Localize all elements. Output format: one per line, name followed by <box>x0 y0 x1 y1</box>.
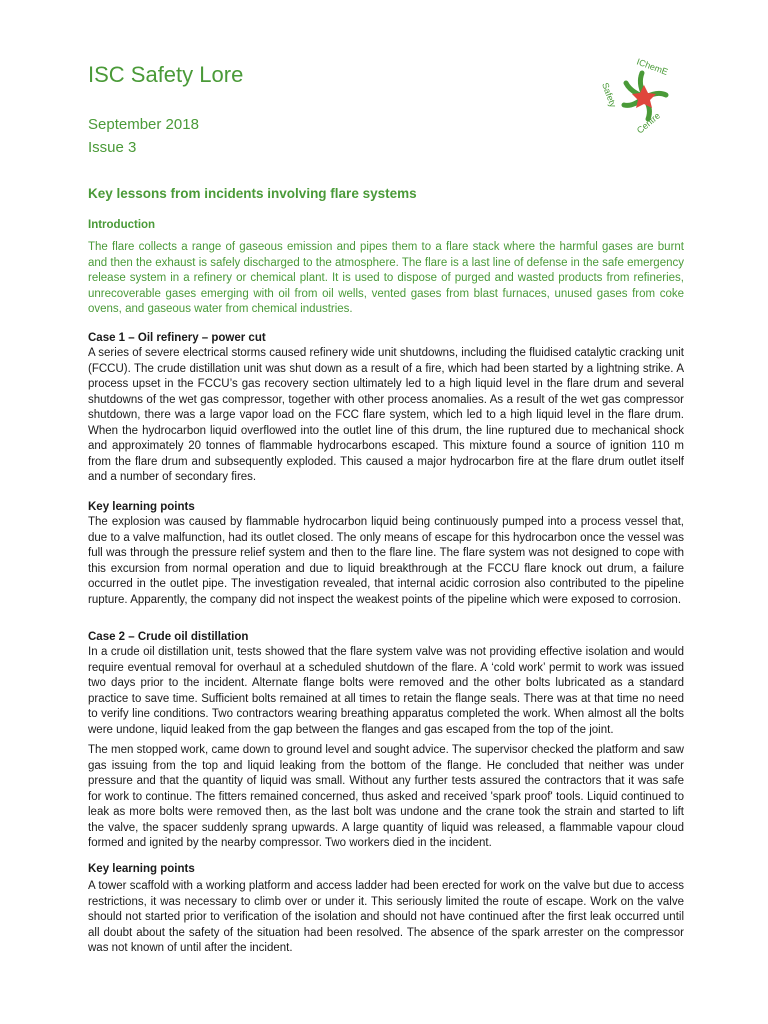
page-title: ISC Safety Lore <box>88 62 244 87</box>
main-heading: Key lessons from incidents involving flare systems <box>88 186 417 201</box>
case1-heading: Case 1 – Oil refinery – power cut <box>88 332 266 344</box>
case2-heading: Case 2 – Crude oil distillation <box>88 631 249 643</box>
case1-paragraph: A series of severe electrical storms caused refinery wide unit shutdowns, including the fluidised catalytic cracking unit (FCCU). The crude distillation unit was shut down as a result of a fire, which had been started by a lightning strike. A process upset in the FCCU’s gas recovery section ultimately led to a high liquid level in the flare drum and several shutdowns of the wet gas compressor, together with other process anomalies. As a result of the wet gas compressor shutdown, there was a large vapor load on the FCC flare system, which led to a high liquid level in the flare drum. When the hydrocarbon liquid overflowed into the outlet line of this drum, the line ruptured due to mechanical shock and approximately 20 tonnes of flammable hydrocarbons escaped. This mixture found a source of ignition 110 m from the flare drum and subsequently exploded. This caused a major hydrocarbon fire at the flare drum outlet itself and a number of secondary fires. <box>88 347 684 483</box>
svg-text:IChemE: IChemE <box>635 56 670 78</box>
case2-paragraph-1: In a crude oil distillation unit, tests showed that the flare system valve was not providing effective isolation and would require eventual removal for overhaul at a scheduled shutdown of the flare. A ‘cold work’ permit to work was issued two days prior to the incident. Alternate flange bolts were removed and the other bolts lubricated as a standard practice to save time. Sufficient bolts remained at all times to retain the flange seals. There was at that time no need to verify line conditions. Two contractors wearing breathing apparatus completed the work. When almost all the bolts were undone, liquid leaked from the gap between the flanges and gas escaped from the top of the joint. <box>88 646 684 736</box>
intro-paragraph: The flare collects a range of gaseous emission and pipes them to a flare stack where the harmful gases are burnt and then the exhaust is safely discharged to the atmosphere. The flare is a last line of defense in the safe emergency release system in a refinery or chemical plant. It is used to dispose of purged and wasted products from refineries, unrecoverable gases emerging with oil from oil wells, vented gases from blast furnaces, unused gases from coke ovens, and gaseous water from chemical industries. <box>88 241 684 315</box>
svg-text:Safety: Safety <box>600 81 619 109</box>
intro-heading: Introduction <box>88 219 156 231</box>
icheme-safety-centre-logo <box>592 50 692 140</box>
svg-text:Centre: Centre <box>634 110 662 136</box>
case2-key-learning-paragraph: A tower scaffold with a working platform and access ladder had been erected for work on the valve but due to access restrictions, it was necessary to climb over or under it. This seriously limited the route of escape. Work on the valve should not started prior to verification of the isolation and should not have continued after the first leak occurred until all doubt about the safety of the situation had been resolved. The absence of the spark arrester on the compressor was not known of until after the incident. <box>88 880 684 954</box>
case1-key-learning-heading: Key learning points <box>88 501 195 513</box>
issue-date: September 2018 <box>88 116 199 133</box>
case2-paragraph-2: The men stopped work, came down to ground level and sought advice. The supervisor checked the platform and saw gas issuing from the top and liquid leaking from the bottom of the flange. He concluded that neither was under pressure and that the quantity of liquid was small. Without any further tests assured the contractors that it was safe for work to continue. The fitters remained concerned, thus asked and received 'spark proof' tools. Liquid continued to leak as more bolts were removed then, as the last bolt was undone and the crane took the strain and started to lift the valve, the spacer suddenly sprang upwards. A large quantity of liquid was released, a flammable vapour cloud formed and ignited by the nearby compressor. Two workers died in the incident. <box>88 744 684 849</box>
case1-key-learning-paragraph: The explosion was caused by flammable hydrocarbon liquid being continuously pumped into a process vessel that, due to a valve malfunction, had its outlet closed. The only means of escape for this hydrocarbon once the vessel was full was through the pressure relief system and then to the flare line. The flare system was not designed to cope with this excursion from normal operation and due to liquid breakthrough at the FCCU flare knock out drum, a failure occurred in the outlet pipe. The investigation revealed, that internal acidic corrosion also contributed to the pipeline rupture. Apparently, the company did not inspect the weakest points of the pipeline which were exposed to corrosion. <box>88 516 684 606</box>
issue-number: Issue 3 <box>88 139 137 156</box>
case2-key-learning-heading: Key learning points <box>88 863 195 875</box>
